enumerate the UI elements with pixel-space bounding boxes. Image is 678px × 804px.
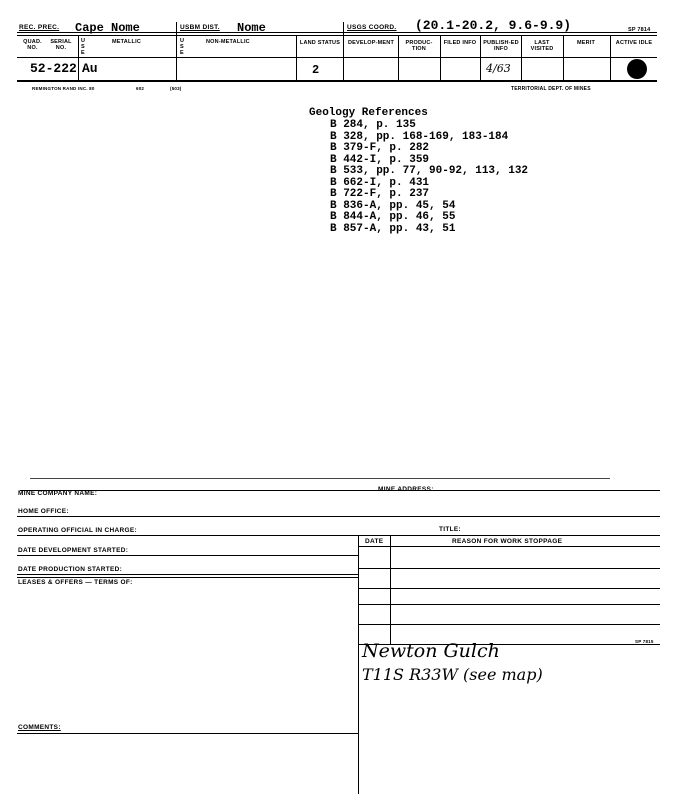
geology-ref: B 857-A, pp. 43, 51: [330, 222, 456, 235]
active-status-dot: [627, 59, 647, 79]
geology-title: Geology References: [309, 107, 428, 119]
handwritten-location: Newton Gulch: [362, 640, 500, 662]
comments-label: COMMENTS:: [18, 724, 61, 731]
home-office-label: HOME OFFICE:: [18, 508, 69, 515]
reason-column-header: REASON FOR WORK STOPPAGE: [452, 538, 563, 545]
geology-ref: B 722-F, p. 237: [330, 188, 430, 200]
col-development: DEVELOP-MENT: [347, 40, 395, 46]
col-metallic: METALLIC: [112, 39, 141, 45]
col-production: PRODUC-TION: [405, 40, 433, 52]
metallic-value: Au: [82, 61, 98, 76]
printer-label: REMINGTON RAND INC. 80: [32, 86, 95, 91]
usgs-coord-label: USGS COORD.: [347, 24, 397, 31]
leases-label: LEASES & OFFERS — TERMS OF:: [18, 579, 133, 586]
geology-ref: B 662-I, p. 431: [330, 176, 430, 189]
col-merit: MERIT: [576, 40, 596, 46]
col-use-nonmetallic: U S E: [180, 38, 185, 56]
date-column-header: DATE: [365, 538, 384, 545]
col-nonmetallic: NON-METALLIC: [206, 39, 250, 45]
rec-prec-value: Cape Nome: [75, 21, 140, 35]
quad-serial-value: 52-222: [30, 61, 77, 76]
col-published-info: PUBLISH-ED INFO: [483, 40, 519, 52]
col-serial-no: SERIAL NO.: [50, 39, 72, 51]
col-quad-no: QUAD. NO.: [23, 39, 42, 51]
code-2: (503): [170, 86, 182, 91]
operating-official-label: OPERATING OFFICIAL IN CHARGE:: [18, 527, 137, 534]
geology-ref: B 379-F, p. 282: [330, 142, 430, 154]
code-1: 602: [136, 86, 145, 91]
handwritten-township: T11S R33W (see map): [362, 665, 543, 684]
col-active-idle: ACTIVE IDLE: [615, 40, 653, 46]
geology-ref: B 442-I, p. 359: [330, 153, 430, 166]
geology-ref: B 844-A, pp. 46, 55: [330, 211, 456, 223]
col-land-status: LAND STATUS: [299, 40, 341, 46]
geology-ref: B 284, p. 135: [330, 119, 416, 131]
usgs-coord-value: (20.1-20.2, 9.6-9.9): [415, 18, 572, 33]
published-info-value: 4/63: [486, 62, 511, 75]
form-number: SP 7814: [628, 27, 651, 33]
geology-ref: B 836-A, pp. 45, 54: [330, 199, 456, 212]
geology-ref: B 533, pp. 77, 90-92, 113, 132: [330, 165, 529, 177]
col-use-metallic: U S E: [81, 38, 86, 56]
mine-address-label: MINE ADDRESS:: [378, 486, 434, 493]
rec-prec-label: REC. PREC.: [19, 24, 60, 31]
col-filed-info: FILED INFO: [443, 40, 477, 46]
production-started-label: DATE PRODUCTION STARTED:: [18, 566, 123, 573]
title-label: TITLE:: [439, 526, 462, 533]
usbm-dist-value: Nome: [237, 21, 266, 35]
land-status-value: 2: [312, 63, 320, 77]
mine-company-name-label: MINE COMPANY NAME:: [18, 490, 98, 497]
usbm-dist-label: USBM DIST.: [180, 24, 220, 31]
dept-label: TERRITORIAL DEPT. OF MINES: [511, 86, 591, 92]
geology-ref: B 328, pp. 168-169, 183-184: [330, 130, 509, 143]
back-form-number: SP 7815: [635, 639, 654, 644]
col-last-visited: LAST VISITED: [530, 40, 554, 52]
development-started-label: DATE DEVELOPMENT STARTED:: [18, 547, 129, 554]
